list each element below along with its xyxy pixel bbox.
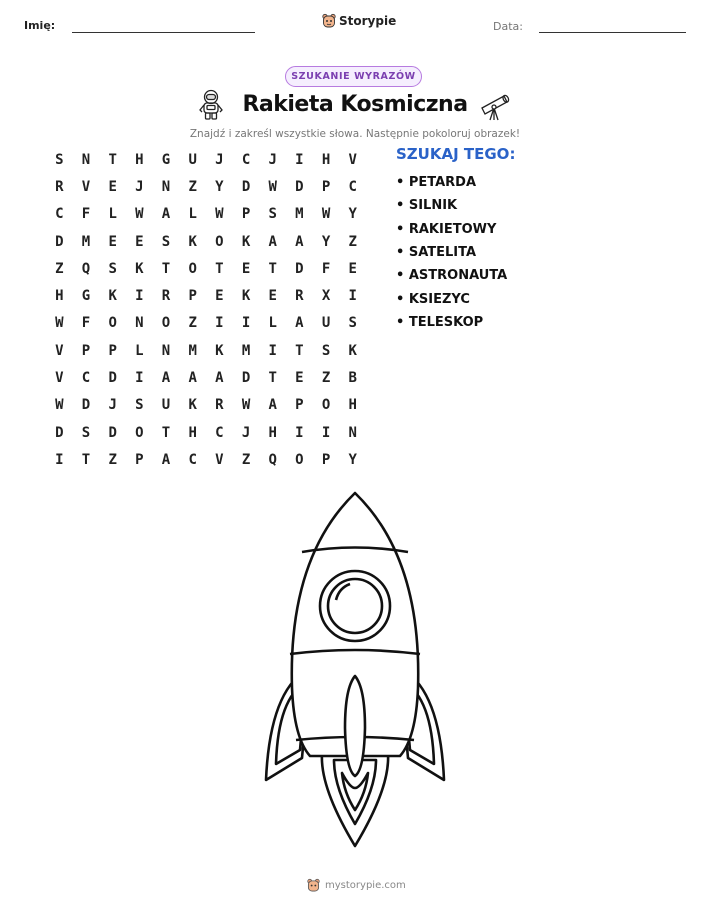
grid-letter[interactable]: N <box>135 315 144 332</box>
grid-letter[interactable]: T <box>268 370 277 387</box>
grid-letter[interactable]: M <box>81 233 91 250</box>
grid-letter[interactable]: Z <box>321 370 331 387</box>
grid-letter[interactable]: H <box>348 397 357 414</box>
grid-letter[interactable]: S <box>81 424 91 441</box>
grid-letter[interactable]: T <box>215 260 224 277</box>
grid-letter[interactable]: F <box>321 260 331 277</box>
grid-letter[interactable]: A <box>161 370 171 387</box>
grid-letter[interactable]: K <box>241 288 251 305</box>
grid-letter[interactable]: Y <box>348 206 357 223</box>
word-list-item: • PETARDA <box>396 175 477 191</box>
grid-letter[interactable]: W <box>268 178 277 195</box>
rocket-illustration <box>250 488 450 853</box>
word-list-item: • SILNIK <box>396 198 458 214</box>
grid-letter[interactable]: V <box>55 342 64 359</box>
grid-letter[interactable]: R <box>161 288 171 305</box>
grid-row <box>46 364 366 391</box>
grid-row <box>46 228 366 255</box>
grid-letter[interactable]: O <box>215 233 224 250</box>
grid-letter[interactable]: S <box>135 397 144 414</box>
grid-letter[interactable]: A <box>295 233 304 250</box>
grid-row <box>46 146 366 173</box>
grid-row <box>46 255 366 282</box>
grid-letter[interactable]: V <box>81 178 91 195</box>
word-list <box>396 171 507 334</box>
grid-letter[interactable]: E <box>135 233 144 250</box>
grid-letter[interactable]: V <box>215 451 224 468</box>
grid-row <box>46 173 366 200</box>
grid-letter[interactable]: M <box>188 342 197 359</box>
grid-letter[interactable]: S <box>55 151 64 168</box>
grid-letter[interactable]: H <box>321 151 331 168</box>
grid-letter[interactable]: I <box>215 315 224 332</box>
grid-letter[interactable]: R <box>55 178 64 195</box>
grid-letter[interactable]: V <box>55 370 64 387</box>
grid-letter[interactable]: O <box>161 315 171 332</box>
grid-letter[interactable]: I <box>348 288 357 305</box>
grid-letter[interactable]: A <box>268 233 277 250</box>
grid-letter[interactable]: P <box>108 342 117 359</box>
grid-letter[interactable]: E <box>295 370 304 387</box>
date-line[interactable] <box>539 32 686 33</box>
grid-row <box>46 392 366 419</box>
footer-url: mystorypie.com <box>325 880 406 891</box>
grid-letter[interactable]: S <box>108 260 117 277</box>
grid-row <box>46 446 366 473</box>
grid-letter[interactable]: L <box>135 342 144 359</box>
grid-letter[interactable]: T <box>295 342 304 359</box>
grid-letter[interactable]: J <box>268 151 277 168</box>
grid-letter[interactable]: I <box>295 151 304 168</box>
grid-letter[interactable]: T <box>268 260 277 277</box>
grid-letter[interactable]: C <box>55 206 64 223</box>
grid-letter[interactable]: K <box>135 260 144 277</box>
grid-letter[interactable]: P <box>321 178 331 195</box>
grid-letter[interactable]: Z <box>55 260 64 277</box>
grid-letter[interactable]: D <box>108 370 117 387</box>
name-line[interactable] <box>72 32 255 33</box>
grid-row <box>46 419 366 446</box>
storypie-mascot-icon <box>322 13 336 29</box>
word-list-item: • SATELITA <box>396 245 477 261</box>
grid-letter[interactable]: D <box>108 424 117 441</box>
grid-letter[interactable]: C <box>188 451 197 468</box>
grid-letter[interactable]: C <box>348 178 357 195</box>
grid-letter[interactable]: U <box>161 397 171 414</box>
grid-letter[interactable]: K <box>108 288 117 305</box>
grid-letter[interactable]: O <box>295 451 304 468</box>
grid-letter[interactable]: O <box>108 315 117 332</box>
grid-letter[interactable]: W <box>215 206 224 223</box>
grid-letter[interactable]: S <box>268 206 277 223</box>
grid-letter[interactable]: D <box>55 424 64 441</box>
grid-letter[interactable]: Q <box>268 451 277 468</box>
grid-letter[interactable]: Y <box>321 233 331 250</box>
grid-letter[interactable]: P <box>81 342 91 359</box>
grid-letter[interactable]: N <box>348 424 357 441</box>
grid-letter[interactable]: E <box>108 178 117 195</box>
letter-grid <box>46 146 366 474</box>
grid-letter[interactable]: D <box>241 178 251 195</box>
grid-letter[interactable]: H <box>135 151 144 168</box>
word-list-heading: SZUKAJ TEGO: <box>396 145 516 163</box>
grid-letter[interactable]: C <box>215 424 224 441</box>
grid-letter[interactable]: L <box>108 206 117 223</box>
grid-letter[interactable]: P <box>295 397 304 414</box>
grid-row <box>46 337 366 364</box>
grid-letter[interactable]: D <box>55 233 64 250</box>
grid-letter[interactable]: N <box>161 342 171 359</box>
worksheet-instructions: Znajdź i zakreśl wszystkie słowa. Następnie pokoloruj obrazek! <box>189 128 521 140</box>
grid-letter[interactable]: H <box>55 288 64 305</box>
worksheet-type-badge: SZUKANIE WYRAZÓW <box>285 66 422 87</box>
grid-letter[interactable]: L <box>188 206 197 223</box>
grid-letter[interactable]: W <box>241 397 251 414</box>
grid-letter[interactable]: I <box>55 451 64 468</box>
grid-letter[interactable]: J <box>108 397 117 414</box>
name-label: Imię: <box>24 19 56 32</box>
word-list-item: • KSIEZYC <box>396 291 470 307</box>
grid-letter[interactable]: T <box>161 424 171 441</box>
date-label: Data: <box>493 20 523 33</box>
grid-letter[interactable]: W <box>321 206 331 223</box>
grid-letter[interactable]: A <box>295 315 304 332</box>
grid-letter[interactable]: J <box>215 151 224 168</box>
grid-letter[interactable]: T <box>108 151 117 168</box>
grid-letter[interactable]: P <box>135 451 144 468</box>
grid-letter[interactable]: O <box>321 397 331 414</box>
grid-letter[interactable]: F <box>81 206 91 223</box>
grid-letter[interactable]: K <box>241 233 251 250</box>
grid-letter[interactable]: O <box>135 424 144 441</box>
word-list-item: • ASTRONAUTA <box>396 268 508 284</box>
grid-letter[interactable]: Z <box>188 178 197 195</box>
grid-letter[interactable]: M <box>241 342 251 359</box>
grid-letter[interactable]: S <box>348 315 357 332</box>
grid-letter[interactable]: L <box>268 315 277 332</box>
grid-letter[interactable]: N <box>161 178 171 195</box>
grid-letter[interactable]: K <box>348 342 357 359</box>
grid-letter[interactable]: D <box>241 370 251 387</box>
grid-letter[interactable]: P <box>321 451 331 468</box>
grid-letter[interactable]: A <box>161 451 171 468</box>
grid-letter[interactable]: I <box>241 315 251 332</box>
grid-letter[interactable]: E <box>241 260 251 277</box>
grid-letter[interactable]: F <box>81 315 91 332</box>
word-list-item: • RAKIETOWY <box>396 221 497 237</box>
grid-letter[interactable]: I <box>268 342 277 359</box>
grid-letter[interactable]: T <box>81 451 91 468</box>
grid-letter[interactable]: K <box>188 397 197 414</box>
grid-letter[interactable]: Z <box>188 315 197 332</box>
grid-letter[interactable]: R <box>215 397 224 414</box>
grid-letter[interactable]: O <box>188 260 197 277</box>
storypie-mascot-icon <box>307 878 320 893</box>
grid-letter[interactable]: P <box>188 288 197 305</box>
grid-letter[interactable]: I <box>135 288 144 305</box>
grid-letter[interactable]: Z <box>348 233 357 250</box>
grid-letter[interactable]: T <box>161 260 171 277</box>
telescope-icon <box>478 90 512 122</box>
grid-letter[interactable]: X <box>321 288 331 305</box>
grid-letter[interactable]: Z <box>108 451 117 468</box>
grid-letter[interactable]: H <box>188 424 197 441</box>
grid-letter[interactable]: E <box>268 288 277 305</box>
word-list-item: • TELESKOP <box>396 314 484 330</box>
grid-letter[interactable]: J <box>241 424 251 441</box>
grid-letter[interactable]: N <box>81 151 91 168</box>
grid-letter[interactable]: D <box>81 397 91 414</box>
grid-letter[interactable]: A <box>188 370 197 387</box>
grid-row <box>46 201 366 228</box>
grid-letter[interactable]: E <box>215 288 224 305</box>
grid-letter[interactable]: W <box>55 315 64 332</box>
grid-letter[interactable]: I <box>135 370 144 387</box>
grid-letter[interactable]: J <box>135 178 144 195</box>
grid-letter[interactable]: W <box>135 206 144 223</box>
grid-letter[interactable]: W <box>55 397 64 414</box>
grid-letter[interactable]: R <box>295 288 304 305</box>
grid-letter[interactable]: K <box>188 233 197 250</box>
grid-letter[interactable]: E <box>108 233 117 250</box>
grid-letter[interactable]: K <box>215 342 224 359</box>
grid-letter[interactable]: B <box>348 370 357 387</box>
grid-letter[interactable]: G <box>161 151 171 168</box>
grid-letter[interactable]: C <box>241 151 251 168</box>
grid-letter[interactable]: Y <box>348 451 357 468</box>
astronaut-icon <box>198 89 224 121</box>
grid-letter[interactable]: V <box>348 151 357 168</box>
grid-letter[interactable]: Q <box>81 260 91 277</box>
footer <box>307 878 406 893</box>
logo-text: Storypie <box>339 14 397 28</box>
grid-letter[interactable]: D <box>295 178 304 195</box>
grid-letter[interactable]: Y <box>215 178 224 195</box>
storypie-logo <box>322 13 396 29</box>
grid-letter[interactable]: Z <box>241 451 251 468</box>
grid-letter[interactable]: H <box>268 424 277 441</box>
grid-letter[interactable]: I <box>321 424 331 441</box>
grid-letter[interactable]: A <box>215 370 224 387</box>
grid-letter[interactable]: C <box>81 370 91 387</box>
grid-row <box>46 282 366 309</box>
grid-letter[interactable]: P <box>241 206 251 223</box>
grid-letter[interactable]: D <box>295 260 304 277</box>
grid-letter[interactable]: M <box>295 206 304 223</box>
grid-letter[interactable]: S <box>321 342 331 359</box>
grid-letter[interactable]: A <box>268 397 277 414</box>
worksheet-title: Rakieta Kosmiczna <box>242 92 468 117</box>
grid-letter[interactable]: S <box>161 233 171 250</box>
grid-row <box>46 310 366 337</box>
grid-letter[interactable]: U <box>188 151 197 168</box>
grid-letter[interactable]: G <box>81 288 91 305</box>
grid-letter[interactable]: A <box>161 206 171 223</box>
grid-letter[interactable]: U <box>321 315 331 332</box>
grid-letter[interactable]: I <box>295 424 304 441</box>
grid-letter[interactable]: E <box>348 260 357 277</box>
